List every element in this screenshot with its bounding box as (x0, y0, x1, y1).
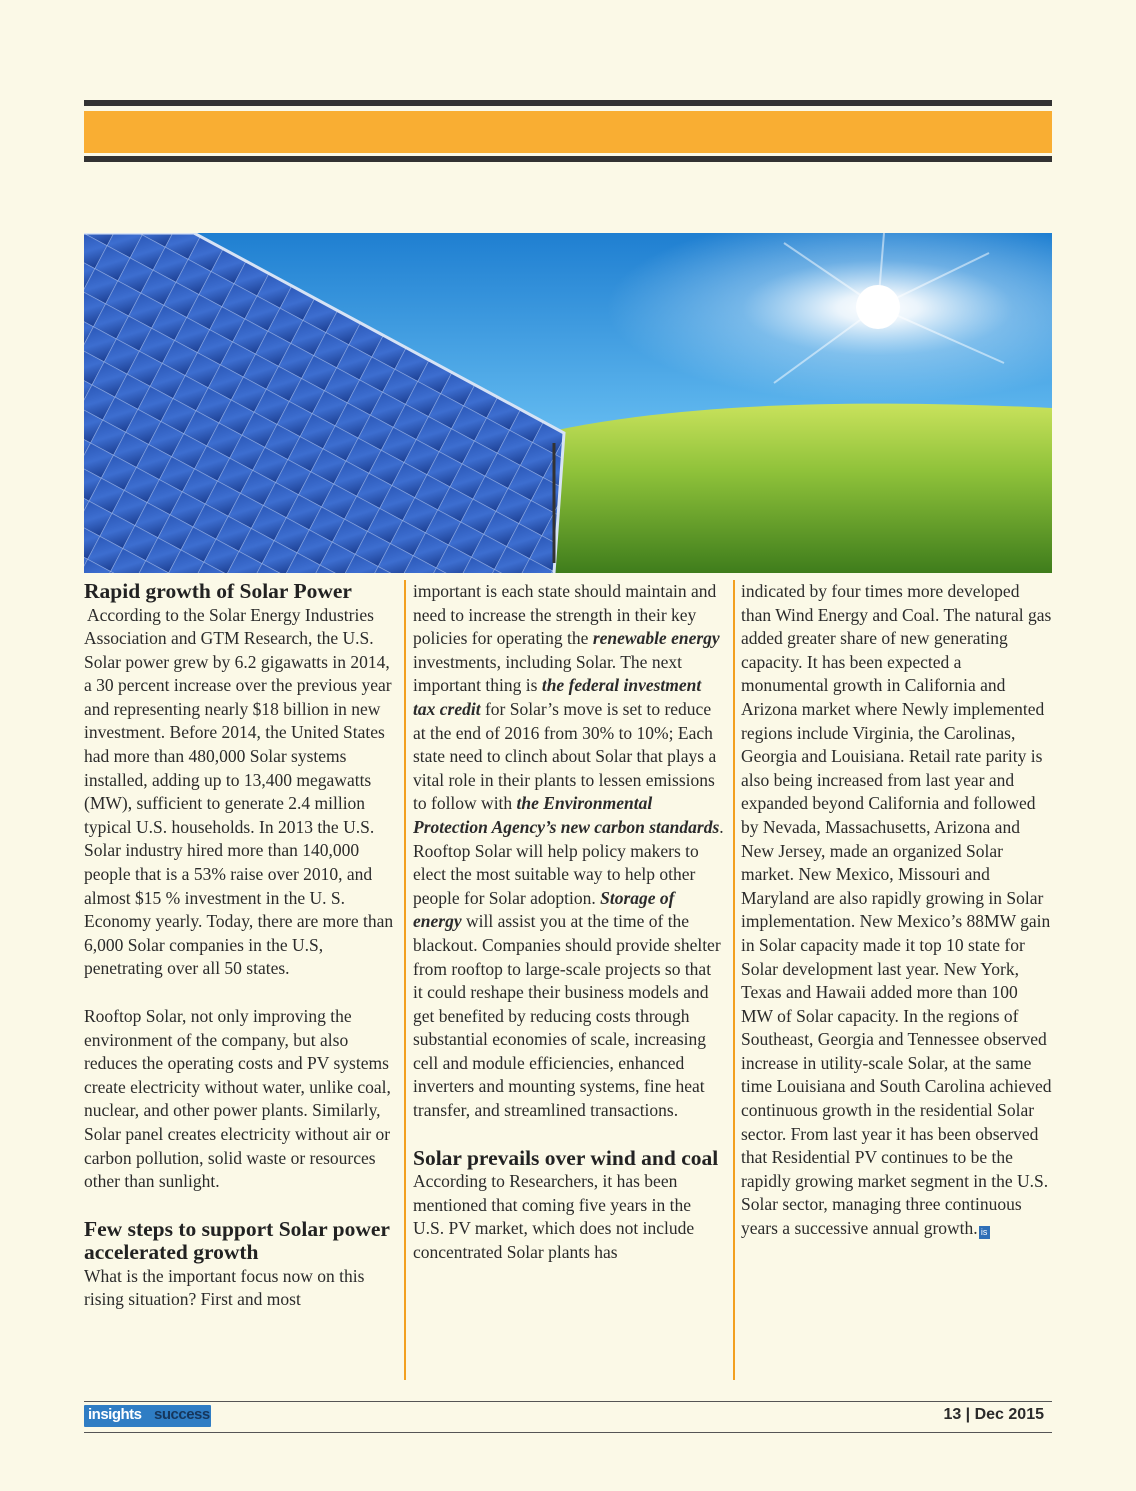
solar-panel-photo (84, 233, 1052, 573)
article-column-2 (413, 580, 725, 1265)
section-heading: Few steps to support Solar power accelerated growth (84, 1216, 390, 1265)
text-run: important is each state should maintain and need to increase the strength in their key policies for operating the (413, 581, 717, 649)
emphasis: the federal investment tax credit (413, 675, 702, 719)
end-mark-icon: is (979, 1226, 990, 1239)
insights-success-logo (84, 1405, 211, 1427)
logo-text: insights (88, 1406, 142, 1423)
text-run: . Rooftop Solar will help policy makers to elect the most suitable way to help other people for Solar adoption. (413, 816, 724, 908)
article-column-1 (84, 580, 396, 1312)
text-run: investments, including Solar. The next important thing is (413, 651, 682, 696)
column-divider (404, 580, 406, 1380)
header-rule-bottom (84, 156, 1052, 162)
paragraph: Rooftop Solar, not only improving the environment of the company, but also reduces the operating costs and PV systems create electricity without water, unlike coal, nuclear, and other power plants. Similarly, Solar panel creates electricity without air or carbon pollution, solid waste or resources other than sunlight. (84, 1006, 391, 1192)
section-heading: Rapid growth of Solar Power (84, 579, 352, 603)
text-run: will assist you at the time of the blackout. Companies should provide shelter from rooftop to large-scale projects so that it could reshape their business models and get benefited by reducing costs through substantial economies of scale, increasing cell and module efficiencies, enhanced inverters and mounting systems, fine heat transfer, and streamlined transactions. (413, 911, 721, 1121)
emphasis: Storage of energy (413, 887, 675, 932)
paragraph (741, 580, 1053, 1241)
header-rule-top (84, 100, 1052, 106)
paragraph: According to the Solar Energy Industries Association and GTM Research, the U.S. Solar power grew by 6.2 gigawatts in 2014, a 30 percent increase over the previous year and representing nearly $18 billion in new investment. Before 2014, the United States had more than 480,000 Solar systems installed, adding up to 13,400 megawatts (MW), sufficient to generate 2.4 million typical U.S. households. In 2013 the U.S. Solar industry hired more than 140,000 people that is a 53% raise over 2010, and almost $15 % investment in the U. S. Economy yearly. Today, there are more than 6,000 Solar companies in the U.S, penetrating over all 50 states. (84, 604, 394, 979)
paragraph: According to Researchers, it has been mentioned that coming five years in the U.S. PV market, which does not include concentrated Solar plants has (413, 1171, 695, 1262)
footer-rule-top (84, 1401, 1052, 1402)
emphasis: the Environmental Protection Agency’s new carbon standards (413, 793, 720, 837)
paragraph (413, 580, 725, 1123)
logo-text: success (154, 1406, 210, 1423)
paragraph: What is the important focus now on this rising situation? First and most (84, 1265, 365, 1310)
article-column-3 (741, 580, 1053, 1241)
footer-rule-bottom (84, 1432, 1052, 1433)
column-divider (733, 580, 735, 1380)
page-number: 13 | Dec 2015 (943, 1406, 1044, 1423)
text-run: for Solar’s move is set to reduce at the end of 2016 from 30% to 10%; Each state need to clinch about Solar that plays a vital role in their plants to lessen emissions to follow with (413, 698, 717, 814)
emphasis: renewable energy (592, 628, 720, 649)
text-run: indicated by four times more developed than Wind Energy and Coal. The natural gas added greater share of new generating capacity. It has been expected a monumental growth in California and Arizona market where Newly implemented regions include Virginia, the Carolinas, Georgia and Louisiana. Retail rate parity is also being increased from last year and expanded beyond California and followed by Nevada, Massachusetts, Arizona and New Jersey, made an organized Solar market. New Mexico, Missouri and Maryland are also rapidly growing in Solar implementation. New Mexico’s 88MW gain in Solar capacity made it top 10 state for Solar development last year. New York, Texas and Hawaii added more than 100 MW of Solar capacity. In the regions of Southeast, Georgia and Tennessee observed increase in utility-scale Solar, at the same time Louisiana and South Carolina achieved continuous growth in the residential Solar sector. From last year it has been observed that Residential PV continues to be the rapidly growing market segment in the U.S. Solar sector, managing three continuous years a successive annual growth. (741, 581, 1052, 1239)
header-orange-band (84, 111, 1052, 153)
section-heading: Solar prevails over wind and coal (413, 1145, 719, 1170)
